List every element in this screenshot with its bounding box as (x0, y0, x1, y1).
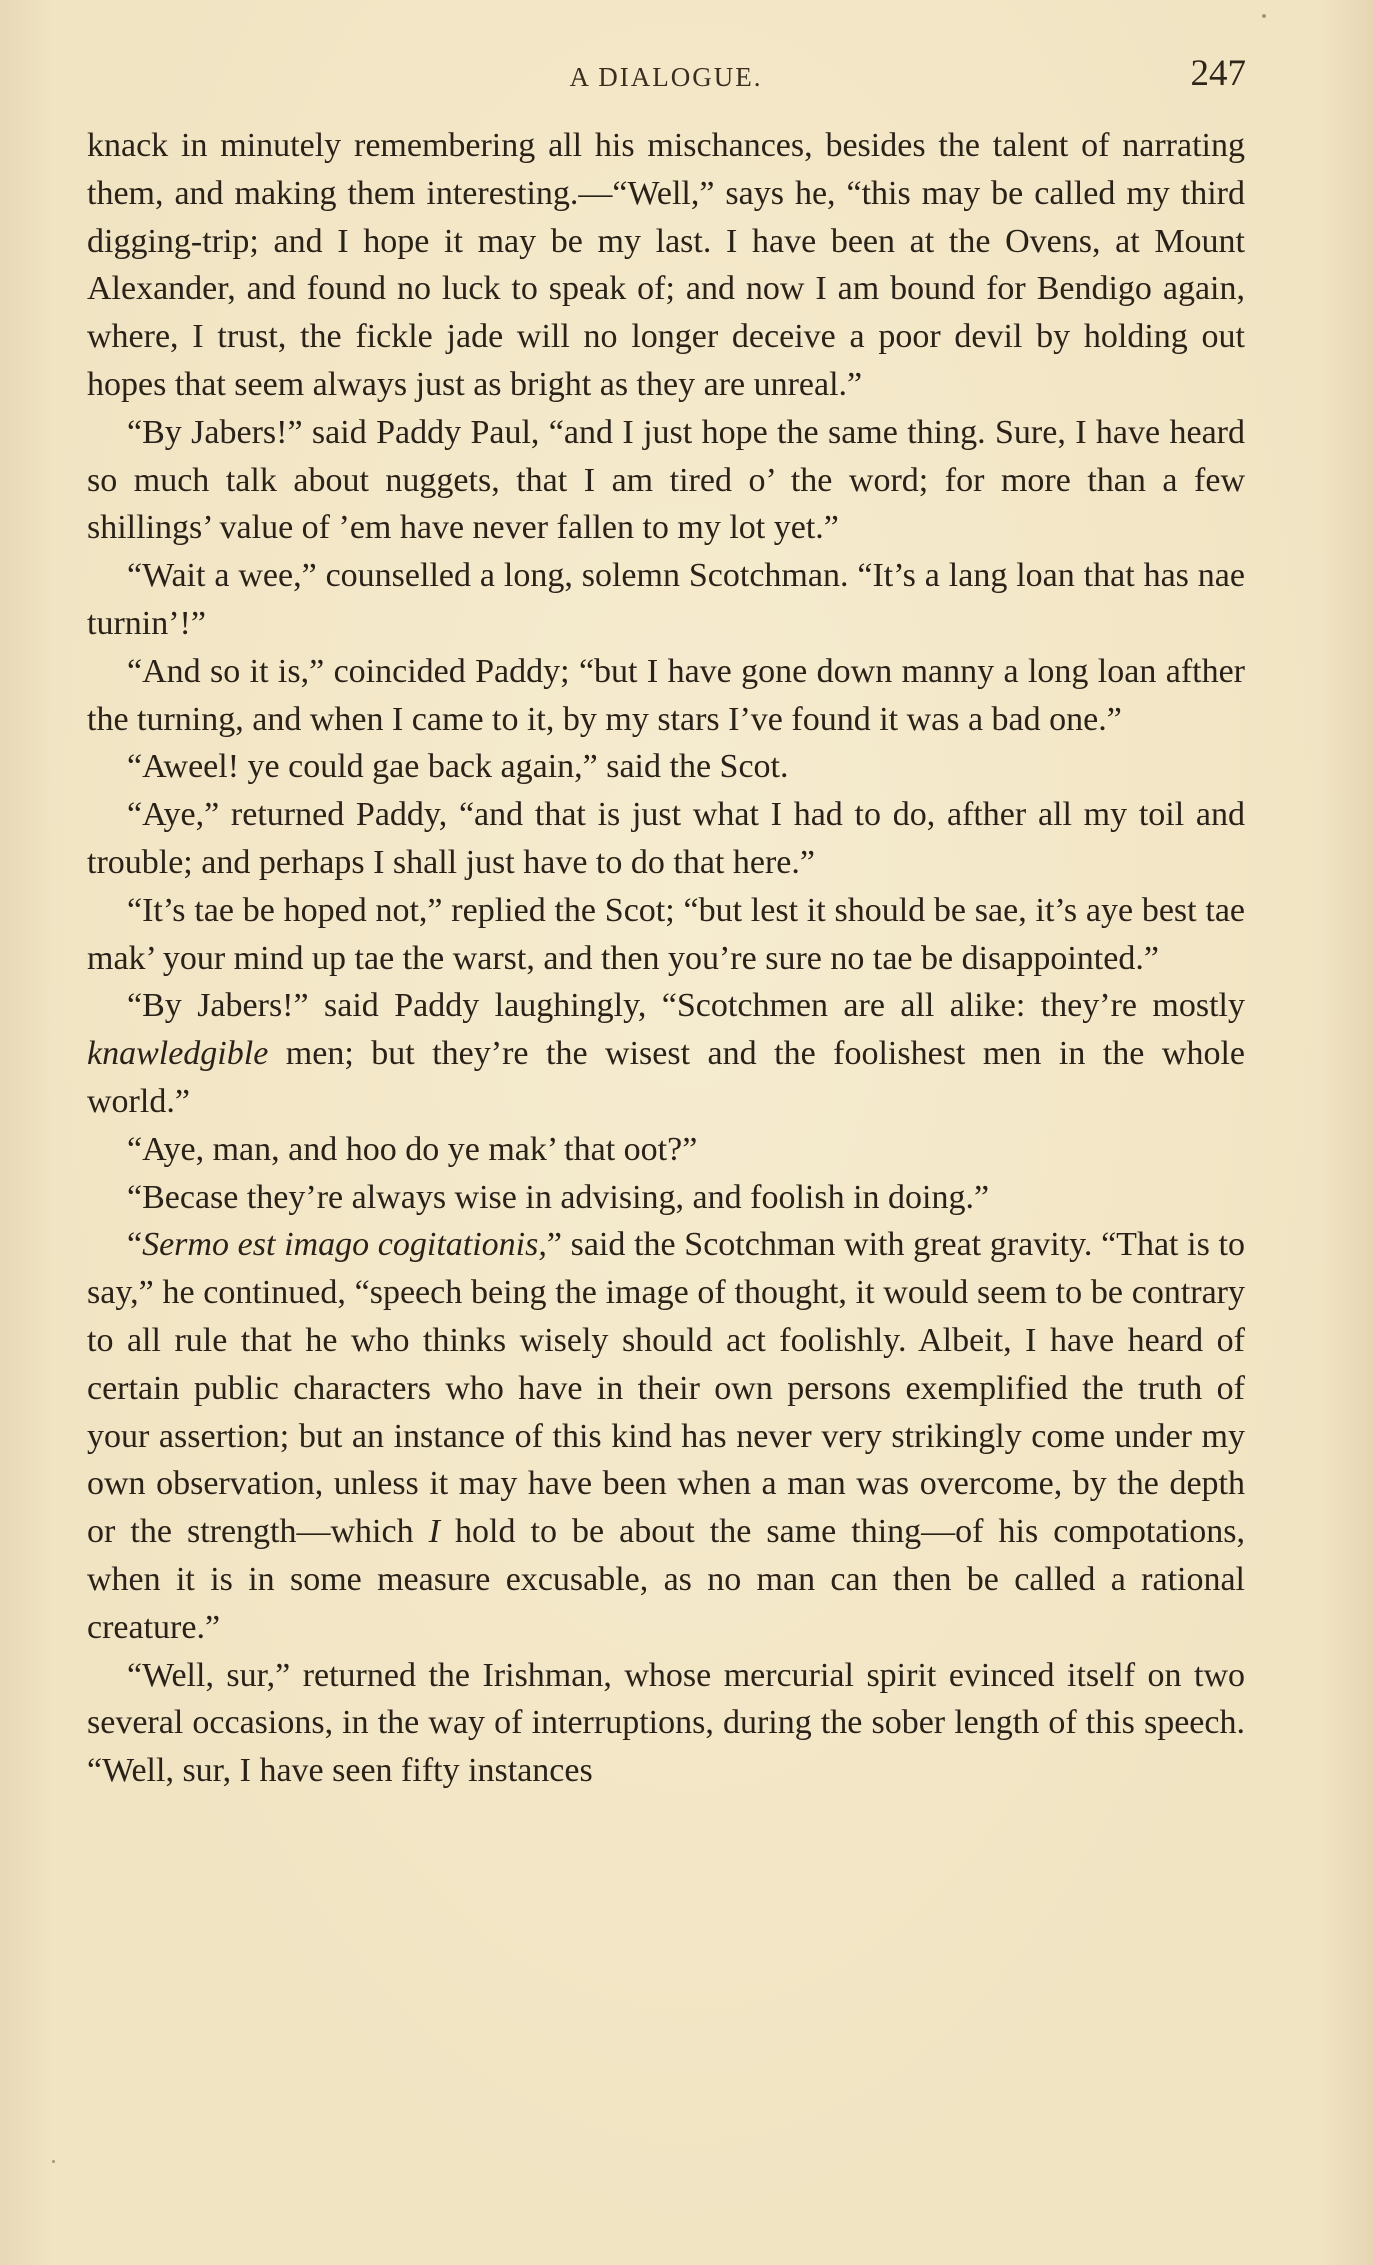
paragraph-text: “It’s tae be hoped not,” replied the Scot; “but lest it should be sae, it’s aye best tae mak’ your mind up tae the warst, and then you’re sure no tae be disappointed.” (87, 891, 1245, 977)
paragraph-text: men; but they’re the wisest and the foolishest men in the whole world.” (87, 1035, 1245, 1120)
paragraph-text: ” said the Scotchman with great gravity. “That is to say,” he continued, “speech being the image of thought, it would seem to be contrary to all rule that he who thinks wisely should act foolishly. Albeit, I have heard of certain public characters who have in their own persons exemplified the truth of your assertion; but an instance of this kind has never very strikingly come under my own observation, unless it may have been when a man was overcome, by the depth or the strength—which (87, 1226, 1245, 1551)
paragraph (87, 409, 1245, 552)
italic-text: knawledgible (87, 1035, 269, 1073)
paper-speck (1262, 14, 1266, 18)
paragraph-text: “Becase they’re always wise in advising, and foolish in doing.” (127, 1178, 990, 1216)
paragraph-text: “Aweel! ye could gae back again,” said the Scot. (127, 748, 789, 786)
paragraph-text: “Wait a wee,” counselled a long, solemn Scotchman. “It’s a lang loan that has nae turnin’!” (87, 557, 1245, 642)
italic-text: I (428, 1513, 440, 1551)
paragraph (87, 552, 1245, 648)
paragraph (87, 743, 1245, 791)
paragraph-text: “And so it is,” coincided Paddy; “but I have gone down manny a long loan afther the turning, and when I came to it, by my stars I’ve found it was a bad one.” (87, 652, 1245, 738)
paragraph-text: hold to be about the same thing—of his compotations, when it is in some measure excusable, as no man can then be called a rational creature.” (87, 1513, 1245, 1646)
paragraph (87, 1652, 1245, 1795)
paragraph-text: “Aye,” returned Paddy, “and that is just what I had to do, afther all my toil and trouble; and perhaps I shall just have to do that here.” (87, 796, 1245, 881)
paper-speck (52, 2160, 55, 2163)
page-number: 247 (1190, 53, 1246, 94)
paragraph (87, 122, 1245, 409)
paragraph-text: “Well, sur,” returned the Irishman, whose mercurial spirit evinced itself on two several occasions, in the way of interruptions, during the sober length of this speech. “Well, sur, I have seen fifty instances (87, 1656, 1245, 1790)
paragraph-text: “Aye, man, and hoo do ye mak’ that oot?” (127, 1130, 698, 1168)
paragraph (87, 1174, 1245, 1222)
paragraph (87, 1126, 1245, 1174)
paragraph (87, 982, 1245, 1125)
paragraph-text: “By Jabers!” said Paddy laughingly, “Scotchmen are all alike: they’re mostly (127, 987, 1245, 1025)
body-text (87, 122, 1245, 1795)
paragraph (87, 1221, 1245, 1651)
page-header (86, 52, 1246, 102)
paragraph (87, 648, 1245, 744)
paragraph-text: “By Jabers!” said Paddy Paul, “and I just hope the same thing. Sure, I have heard so much talk about nuggets, that I am tired o’ the word; for more than a few shillings’ value of ’em have never fallen to my lot yet.” (87, 413, 1245, 547)
italic-text: Sermo est imago cogitationis, (142, 1226, 547, 1264)
paragraph-text: “ (127, 1226, 143, 1264)
running-title: A DIALOGUE. (569, 62, 763, 92)
paragraph (87, 887, 1245, 983)
paragraph (87, 791, 1245, 887)
paragraph-text: knack in minutely remembering all his mischances, besides the talent of narrating them, and making them interesting.—“Well,” says he, “this may be called my third digging-trip; and I hope it may be my last. I have been at the Ovens, at Mount Alexander, and found no luck to speak of; and now I am bound for Bendigo again, where, I trust, the fickle jade will no longer deceive a poor devil by holding out hopes that seem always just as bright as they are unreal.” (87, 127, 1245, 403)
